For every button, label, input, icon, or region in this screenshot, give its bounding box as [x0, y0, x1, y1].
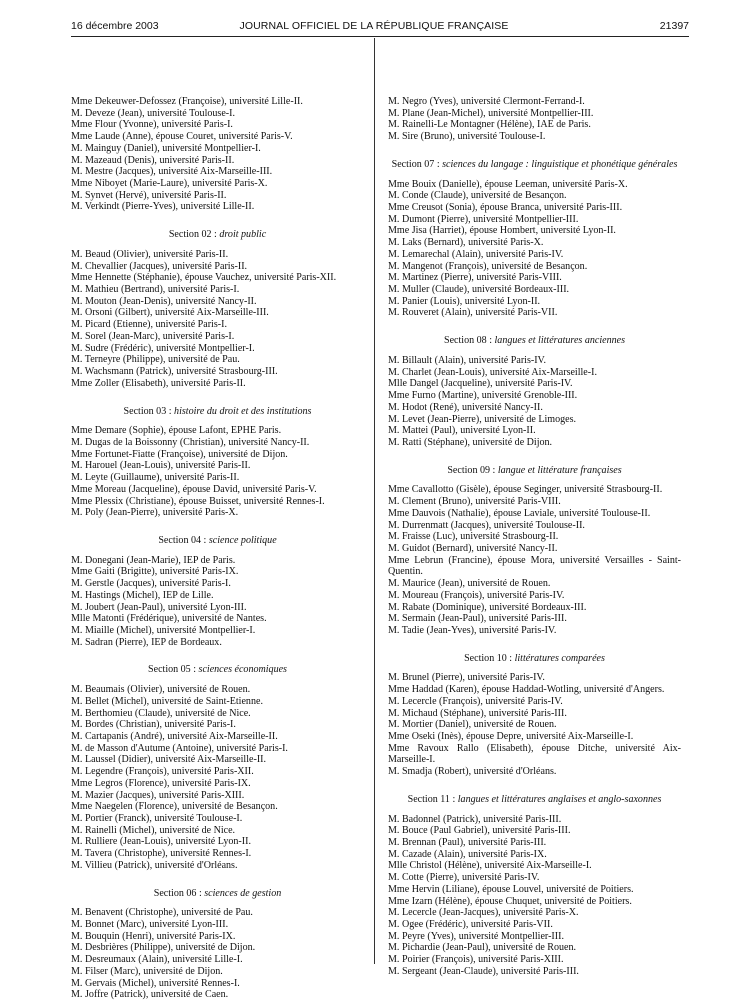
appointee-entry: M. Michaud (Stéphane), université Paris-III.	[388, 707, 567, 719]
appointee-entry: Mme Cavallotto (Gisèle), épouse Seginger, université Strasbourg-II.	[388, 484, 663, 496]
section-heading	[71, 229, 364, 241]
appointee-entry: M. Rulliere (Jean-Louis), université Lyon-II.	[71, 836, 251, 848]
appointee-entry: Mme Naegelen (Florence), université de Besançon.	[71, 801, 278, 813]
appointee-entry: M. Dugas de la Boissonny (Christian), université Nancy-II.	[71, 436, 310, 448]
appointee-entry: M. Sermain (Jean-Paul), université Paris-III.	[388, 613, 567, 625]
appointee-entry: Mme Flour (Yvonne), université Paris-I.	[71, 119, 233, 131]
appointee-entry: M. Donegani (Jean-Marie), IEP de Paris.	[71, 554, 236, 566]
appointee-entry: M. Moureau (François), université Paris-IV.	[388, 589, 565, 601]
appointee-entry: M. Mangenot (François), université de Besançon.	[388, 260, 588, 272]
appointee-entry: M. Lecercle (Jean-Jacques), université Paris-X.	[388, 907, 579, 919]
appointee-entry: M. Beaud (Olivier), université Paris-II.	[71, 248, 229, 260]
appointee-entry: M. Mainguy (Daniel), université Montpellier-I.	[71, 142, 261, 154]
appointee-entry: M. de Masson d'Autume (Antoine), université Paris-I.	[71, 742, 288, 754]
appointee-entry: M. Billault (Alain), université Paris-IV.	[388, 354, 547, 366]
right-column	[388, 96, 681, 978]
appointee-entry: M. Laks (Bernard), université Paris-X.	[388, 237, 544, 249]
appointee-entry: Mme Hervin (Liliane), épouse Louvel, université de Poitiers.	[388, 883, 634, 895]
section-heading	[71, 535, 364, 547]
appointee-entry: M. Berthomieu (Claude), université de Nice.	[71, 707, 251, 719]
appointee-entry: M. Orsoni (Gilbert), université Aix-Marseille-III.	[71, 307, 269, 319]
appointee-entry: Mme Ravoux Rallo (Elisabeth), épouse Ditche, université Aix-Marseille-I.	[388, 742, 681, 766]
section-heading	[388, 653, 681, 665]
appointee-entry: M. Chevallier (Jacques), université Paris-II.	[71, 260, 248, 272]
appointee-entry: Mme Dauvois (Nathalie), épouse Laviale, université Toulouse-II.	[388, 507, 651, 519]
section-title: langues et littératures anglaises et anglo-saxonnes	[457, 793, 662, 805]
appointee-entry: M. Harouel (Jean-Louis), université Paris-II.	[71, 460, 251, 472]
appointee-entry: M. Negro (Yves), université Clermont-Ferrand-I.	[388, 96, 585, 107]
column-divider	[374, 38, 375, 964]
appointee-entry: M. Plane (Jean-Michel), université Montpellier-III.	[388, 107, 594, 119]
appointee-entry: M. Sergeant (Jean-Claude), université Paris-III.	[388, 965, 579, 977]
appointee-entry: M. Verkindt (Pierre-Yves), université Lille-II.	[71, 201, 255, 213]
appointee-entry: M. Martinez (Pierre), université Paris-VIII.	[388, 272, 562, 284]
appointee-entry: Mlle Christol (Hélène), université Aix-Marseille-I.	[388, 860, 592, 872]
section-title: langues et littératures anciennes	[494, 335, 625, 347]
appointee-entry: Mlle Matonti (Frédérique), université de Nantes.	[71, 613, 267, 625]
page-number: 21397	[659, 20, 689, 32]
appointee-entry: M. Rabate (Dominique), université Bordeaux-III.	[388, 601, 587, 613]
appointee-entry: Mme Izarn (Hélène), épouse Chuquet, université de Poitiers.	[388, 895, 632, 907]
appointee-entry: M. Benavent (Christophe), université de Pau.	[71, 907, 253, 919]
section-title: sciences de gestion	[204, 887, 282, 899]
appointee-entry: Mme Oseki (Inès), épouse Depre, université Aix-Marseille-I.	[388, 731, 634, 742]
appointee-entry: M. Conde (Claude), université de Besançon.	[388, 190, 567, 202]
appointee-entry: M. Badonnel (Patrick), université Paris-III.	[388, 813, 562, 825]
appointee-entry: M. Durrenmatt (Jacques), université Toulouse-II.	[388, 519, 585, 531]
appointee-entry: M. Bouce (Paul Gabriel), université Paris-III.	[388, 825, 571, 837]
appointee-entry: M. Desreumaux (Alain), université Lille-I.	[71, 954, 243, 966]
appointee-entry: M. Panier (Louis), université Lyon-II.	[388, 295, 541, 307]
appointee-entry: M. Desbrières (Philippe), université de Dijon.	[71, 942, 256, 954]
appointee-entry: M. Laussel (Didier), université Aix-Marseille-II.	[71, 754, 267, 766]
appointee-entry: M. Tadie (Jean-Yves), université Paris-IV.	[388, 624, 557, 636]
appointee-entry: M. Gerstle (Jacques), université Paris-I.	[71, 578, 231, 590]
appointee-entry: M. Bonnet (Marc), université Lyon-III.	[71, 919, 229, 931]
section-title: science politique	[208, 534, 277, 546]
header-rule	[71, 36, 689, 37]
appointee-entry: M. Sorel (Jean-Marc), université Paris-I.	[71, 330, 235, 342]
section-number: Section 11 :	[407, 793, 458, 805]
appointee-entry: M. Rainelli-Le Montagner (Hélène), IAE de Paris.	[388, 119, 591, 131]
section-heading	[71, 888, 364, 900]
section-heading	[71, 406, 364, 418]
appointee-entry: M. Rainelli (Michel), université de Nice.	[71, 824, 236, 836]
section-title: littératures comparées	[514, 652, 605, 664]
section-number: Section 02 :	[168, 229, 220, 241]
appointee-entry: M. Lecercle (François), université Paris-IV.	[388, 695, 563, 707]
appointee-entry: M. Gervais (Michel), université Rennes-I.	[71, 977, 240, 989]
appointee-entry: M. Deveze (Jean), université Toulouse-I.	[71, 107, 235, 119]
appointee-entry: M. Beaumais (Olivier), université de Rouen.	[71, 684, 251, 696]
appointee-entry: M. Mattei (Paul), université Lyon-II.	[388, 425, 536, 437]
appointee-entry: M. Legendre (François), université Paris-XII.	[71, 766, 254, 778]
publication-date: 16 décembre 2003	[71, 20, 159, 32]
appointee-entry: Mme Legros (Florence), université Paris-IX.	[71, 777, 251, 789]
appointee-entry: Mme Fortunet-Fiatte (Françoise), université de Dijon.	[71, 448, 288, 460]
appointee-entry: M. Mazeaud (Denis), université Paris-II.	[71, 154, 235, 166]
appointee-entry: Mme Moreau (Jacqueline), épouse David, université Paris-V.	[71, 483, 317, 495]
appointee-entry: M. Sire (Bruno), université Toulouse-I.	[388, 131, 546, 143]
section-heading	[388, 465, 681, 477]
appointee-entry: M. Rouveret (Alain), université Paris-VII.	[388, 307, 558, 319]
appointee-entry: M. Mazier (Jacques), université Paris-XIII.	[71, 789, 245, 801]
appointee-entry: M. Clement (Bruno), université Paris-VIII.	[388, 496, 561, 508]
appointee-entry: Mme Creusot (Sonia), épouse Branca, université Paris-III.	[388, 202, 623, 214]
appointee-entry: Mme Furno (Martine), université Grenoble-III.	[388, 390, 578, 402]
section-number: Section 09 :	[447, 464, 498, 476]
section-number: Section 03 :	[123, 405, 175, 417]
appointee-entry: M. Tavera (Christophe), université Rennes-I.	[71, 848, 252, 860]
section-heading	[388, 794, 681, 806]
appointee-entry: M. Leyte (Guillaume), université Paris-II.	[71, 472, 240, 484]
appointee-entry: Mme Lebrun (Francine), épouse Mora, université Versailles - Saint-Quentin.	[388, 554, 681, 578]
journal-title: JOURNAL OFFICIEL DE LA RÉPUBLIQUE FRANÇAISE	[239, 20, 509, 32]
appointee-entry: M. Bellet (Michel), université de Saint-Etienne.	[71, 695, 263, 707]
appointee-entry: M. Synvet (Hervé), université Paris-II.	[71, 189, 227, 201]
appointee-entry: M. Poirier (François), université Paris-XIII.	[388, 954, 564, 966]
appointee-entry: M. Bouquin (Henri), université Paris-IX.	[71, 930, 236, 942]
appointee-entry: M. Wachsmann (Patrick), université Strasbourg-III.	[71, 366, 278, 378]
section-number: Section 10 :	[464, 652, 515, 664]
section-heading	[388, 159, 681, 171]
page-header	[0, 20, 748, 36]
appointee-entry: Mme Niboyet (Marie-Laure), université Paris-X.	[71, 178, 268, 190]
appointee-entry: M. Terneyre (Philippe), université de Pau.	[71, 354, 240, 366]
appointee-entry: M. Cazade (Alain), université Paris-IX.	[388, 848, 547, 860]
section-number: Section 06 :	[153, 887, 205, 899]
appointee-entry: Mme Laude (Anne), épouse Couret, université Paris-V.	[71, 131, 293, 143]
appointee-entry: M. Ogee (Frédéric), université Paris-VII.	[388, 919, 553, 931]
appointee-entry: M. Hodot (René), université Nancy-II.	[388, 401, 543, 413]
appointee-entry: M. Lemarechal (Alain), université Paris-IV.	[388, 248, 564, 260]
appointee-entry: M. Maurice (Jean), université de Rouen.	[388, 578, 551, 590]
appointee-entry: M. Mouton (Jean-Denis), université Nancy-II.	[71, 295, 257, 307]
appointee-entry: M. Fraisse (Luc), université Strasbourg-II.	[388, 531, 559, 543]
section-heading	[71, 664, 364, 676]
appointee-entry: M. Villieu (Patrick), université d'Orléans.	[71, 859, 238, 871]
section-number: Section 08 :	[443, 335, 495, 347]
section-number: Section 05 :	[148, 664, 199, 676]
appointee-entry: Mme Hennette (Stéphanie), épouse Vauchez, université Paris-XII.	[71, 272, 337, 284]
section-heading	[388, 335, 681, 347]
appointee-entry: Mme Plessix (Christiane), épouse Buisset, université Rennes-I.	[71, 495, 325, 507]
appointee-entry: M. Joffre (Patrick), université de Caen.	[71, 989, 229, 1001]
appointee-entry: M. Miaille (Michel), université Montpellier-I.	[71, 624, 256, 636]
appointee-entry: Mlle Dangel (Jacqueline), université Paris-IV.	[388, 378, 573, 390]
section-title: histoire du droit et des institutions	[174, 405, 312, 417]
appointee-entry: M. Mestre (Jacques), université Aix-Marseille-III.	[71, 166, 273, 178]
appointee-entry: Mme Zoller (Elisabeth), université Paris-II.	[71, 377, 246, 389]
appointee-entry: M. Levet (Jean-Pierre), université de Limoges.	[388, 413, 577, 425]
section-title: sciences économiques	[198, 664, 287, 676]
appointee-entry: M. Mortier (Daniel), université de Rouen.	[388, 719, 557, 731]
appointee-entry: M. Ratti (Stéphane), université de Dijon.	[388, 436, 553, 448]
appointee-entry: M. Guidot (Bernard), université Nancy-II.	[388, 542, 558, 554]
section-number: Section 04 :	[158, 534, 209, 546]
appointee-entry: Mme Bouix (Danielle), épouse Leeman, université Paris-X.	[388, 178, 628, 190]
appointee-entry: M. Joubert (Jean-Paul), université Lyon-III.	[71, 601, 247, 613]
appointee-entry: M. Picard (Etienne), université Paris-I.	[71, 319, 227, 331]
section-title: sciences du langage : linguistique et phonétique générales	[442, 158, 678, 170]
appointee-entry: Mme Demare (Sophie), épouse Lafont, EPHE Paris.	[71, 425, 282, 437]
appointee-entry: Mme Haddad (Karen), épouse Haddad-Wotling, université d'Angers.	[388, 684, 665, 696]
appointee-entry: M. Charlet (Jean-Louis), université Aix-Marseille-I.	[388, 366, 597, 378]
section-title: droit public	[219, 229, 267, 241]
left-column	[71, 96, 364, 1001]
appointee-entry: M. Filser (Marc), université de Dijon.	[71, 965, 223, 977]
appointee-entry: M. Muller (Claude), université Bordeaux-III.	[388, 284, 570, 296]
appointee-entry: Mme Jisa (Harriet), épouse Hombert, université Lyon-II.	[388, 225, 616, 237]
appointee-entry: Mme Gaiti (Brigitte), université Paris-IX.	[71, 566, 239, 578]
appointee-entry: M. Smadja (Robert), université d'Orléans.	[388, 766, 557, 778]
appointee-entry: M. Brunel (Pierre), université Paris-IV.	[388, 672, 545, 684]
appointee-entry: M. Sudre (Frédéric), université Montpellier-I.	[71, 342, 255, 354]
appointee-entry: M. Poly (Jean-Pierre), université Paris-X.	[71, 507, 239, 519]
appointee-entry: M. Portier (Franck), université Toulouse-I.	[71, 813, 243, 825]
appointee-entry: M. Dumont (Pierre), université Montpellier-III.	[388, 213, 579, 225]
appointee-entry: M. Cotte (Pierre), université Paris-IV.	[388, 872, 540, 884]
appointee-entry: M. Sadran (Pierre), IEP de Bordeaux.	[71, 636, 222, 648]
appointee-entry: M. Mathieu (Bertrand), université Paris-I.	[71, 284, 240, 296]
section-number: Section 07 :	[391, 158, 443, 170]
appointee-entry: M. Bordes (Christian), université Paris-I.	[71, 719, 236, 731]
appointee-entry: M. Pichardie (Jean-Paul), université de Rouen.	[388, 942, 577, 954]
appointee-entry: M. Cartapanis (André), université Aix-Marseille-II.	[71, 731, 278, 742]
appointee-entry: M. Hastings (Michel), IEP de Lille.	[71, 589, 214, 601]
appointee-entry: Mme Dekeuwer-Defossez (Françoise), université Lille-II.	[71, 96, 303, 107]
section-title: langue et littérature françaises	[497, 464, 622, 476]
appointee-entry: M. Peyre (Yves), université Montpellier-III.	[388, 930, 564, 942]
appointee-entry: M. Brennan (Paul), université Paris-III.	[388, 837, 547, 849]
